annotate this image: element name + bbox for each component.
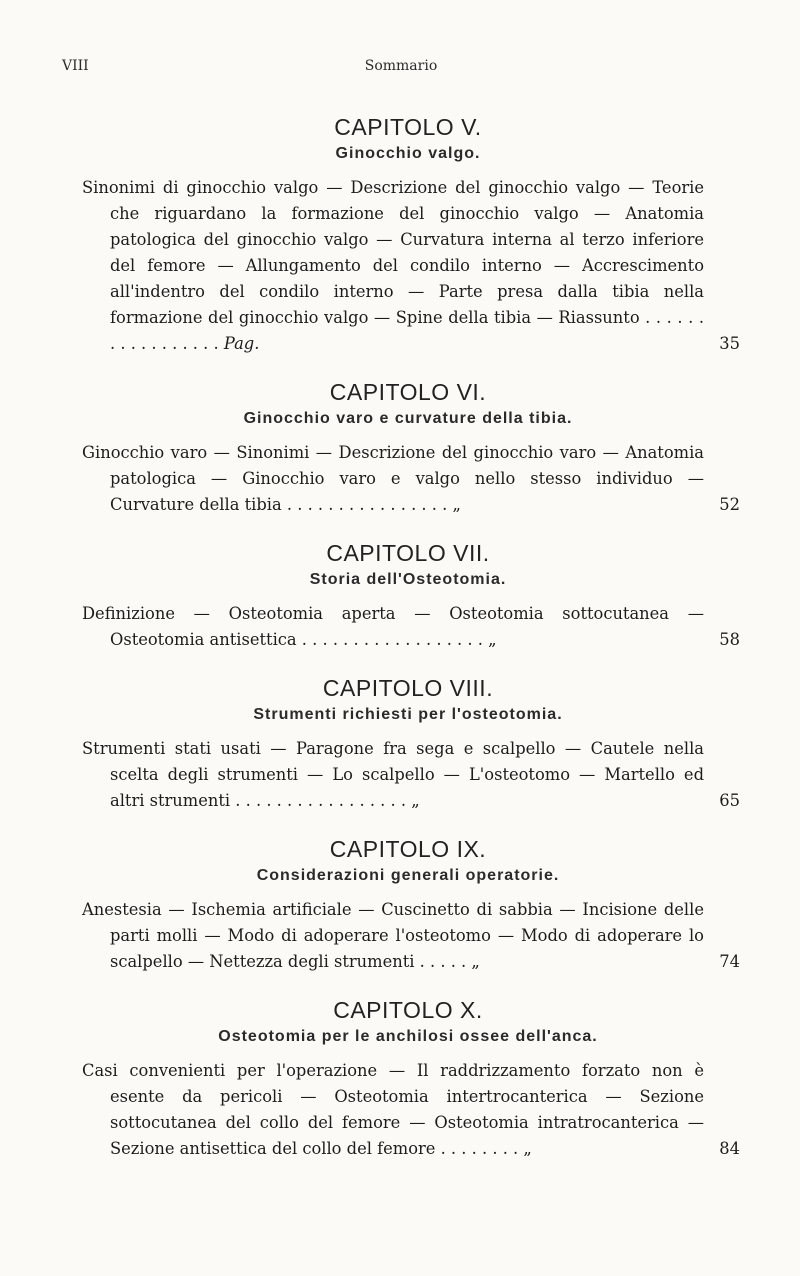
chapter-summary-text: Sinonimi di ginocchio valgo — Descrizione del ginocchio valgo — Teorie che riguardano la formazione del ginocchio valgo — Anatomia patologica del ginocchio valgo — Curvatura interna al terzo inferiore del femore — Allungamento del condilo interno — Accrescimento all'indentro del condilo interno — Parte presa dalla tibia nella formazione del ginocchio valgo — Spine della tibia — Riassunto . . . . . . . . . . . . . . . . . (82, 178, 704, 353)
chapter-summary (82, 175, 740, 357)
ditto-mark: „ (411, 791, 420, 810)
chapter-page-number: 35 (719, 334, 740, 353)
chapter-summary (82, 1058, 740, 1162)
chapter-summary (82, 736, 740, 814)
chapter-entry (82, 675, 740, 814)
chapter-entry (82, 114, 740, 357)
chapter-page-number: 52 (719, 495, 740, 514)
page-header (62, 58, 740, 82)
chapter-heading: CAPITOLO V. (334, 114, 482, 140)
chapter-subtitle: Osteotomia per le anchilosi ossee dell'anca. (218, 1028, 598, 1045)
chapter-entry (82, 540, 740, 653)
chapter-heading: CAPITOLO VII. (326, 540, 490, 566)
chapter-entry (82, 997, 740, 1162)
chapter-summary-text: Definizione — Osteotomia aperta — Osteotomia sottocutanea — Osteotomia antisettica . . . . . . . . . . . . . . . . . . (82, 604, 704, 649)
page-number: VIII (62, 58, 89, 74)
chapter-summary-text: Casi convenienti per l'operazione — Il raddrizzamento forzato non è esente da pericoli — Osteotomia intertrocanterica — Sezione sottocutanea del collo del femore — Osteotomia intratrocanterica — Sezione antisettica del collo del femore . . . . . . . . (82, 1061, 704, 1158)
chapter-page-number: 65 (719, 791, 740, 810)
ditto-mark: „ (452, 495, 461, 514)
chapter-summary-text: Anestesia — Ischemia artificiale — Cuscinetto di sabbia — Incisione delle parti molli — Modo di adoperare l'osteotomo — Modo di adoperare lo scalpello — Nettezza degli strumenti . . . . . (82, 900, 704, 971)
chapter-subtitle: Ginocchio varo e curvature della tibia. (243, 410, 573, 427)
chapter-page-number: 58 (719, 630, 740, 649)
chapter-summary (82, 440, 740, 518)
ditto-mark: „ (523, 1139, 532, 1158)
running-title: Sommario (364, 58, 438, 74)
chapter-page-number: 84 (719, 1139, 740, 1158)
chapter-page-number: 74 (719, 952, 740, 971)
chapter-subtitle: Ginocchio valgo. (335, 145, 481, 162)
chapter-heading: CAPITOLO X. (333, 997, 483, 1023)
chapter-summary (82, 601, 740, 653)
page-label: Pag. (223, 334, 260, 353)
chapter-entry (82, 379, 740, 518)
chapter-subtitle: Considerazioni generali operatorie. (256, 867, 560, 884)
chapter-summary-text: Ginocchio varo — Sinonimi — Descrizione del ginocchio varo — Anatomia patologica — Ginocchio varo e valgo nello stesso individuo — Curvature della tibia . . . . . . . . . . . . . . . . (82, 443, 704, 514)
chapter-summary (82, 897, 740, 975)
chapter-subtitle: Strumenti richiesti per l'osteotomia. (253, 706, 563, 723)
ditto-mark: „ (471, 952, 480, 971)
chapter-heading: CAPITOLO VIII. (322, 675, 494, 701)
chapter-entry (82, 836, 740, 975)
ditto-mark: „ (488, 630, 497, 649)
chapter-heading: CAPITOLO VI. (329, 379, 487, 405)
table-of-contents (82, 114, 740, 1184)
chapter-heading: CAPITOLO IX. (329, 836, 487, 862)
chapter-subtitle: Storia dell'Osteotomia. (309, 571, 507, 588)
chapter-summary-text: Strumenti stati usati — Paragone fra sega e scalpello — Cautele nella scelta degli strumenti — Lo scalpello — L'osteotomo — Martello ed altri strumenti . . . . . . . . . . . . . . . . . (82, 739, 704, 810)
